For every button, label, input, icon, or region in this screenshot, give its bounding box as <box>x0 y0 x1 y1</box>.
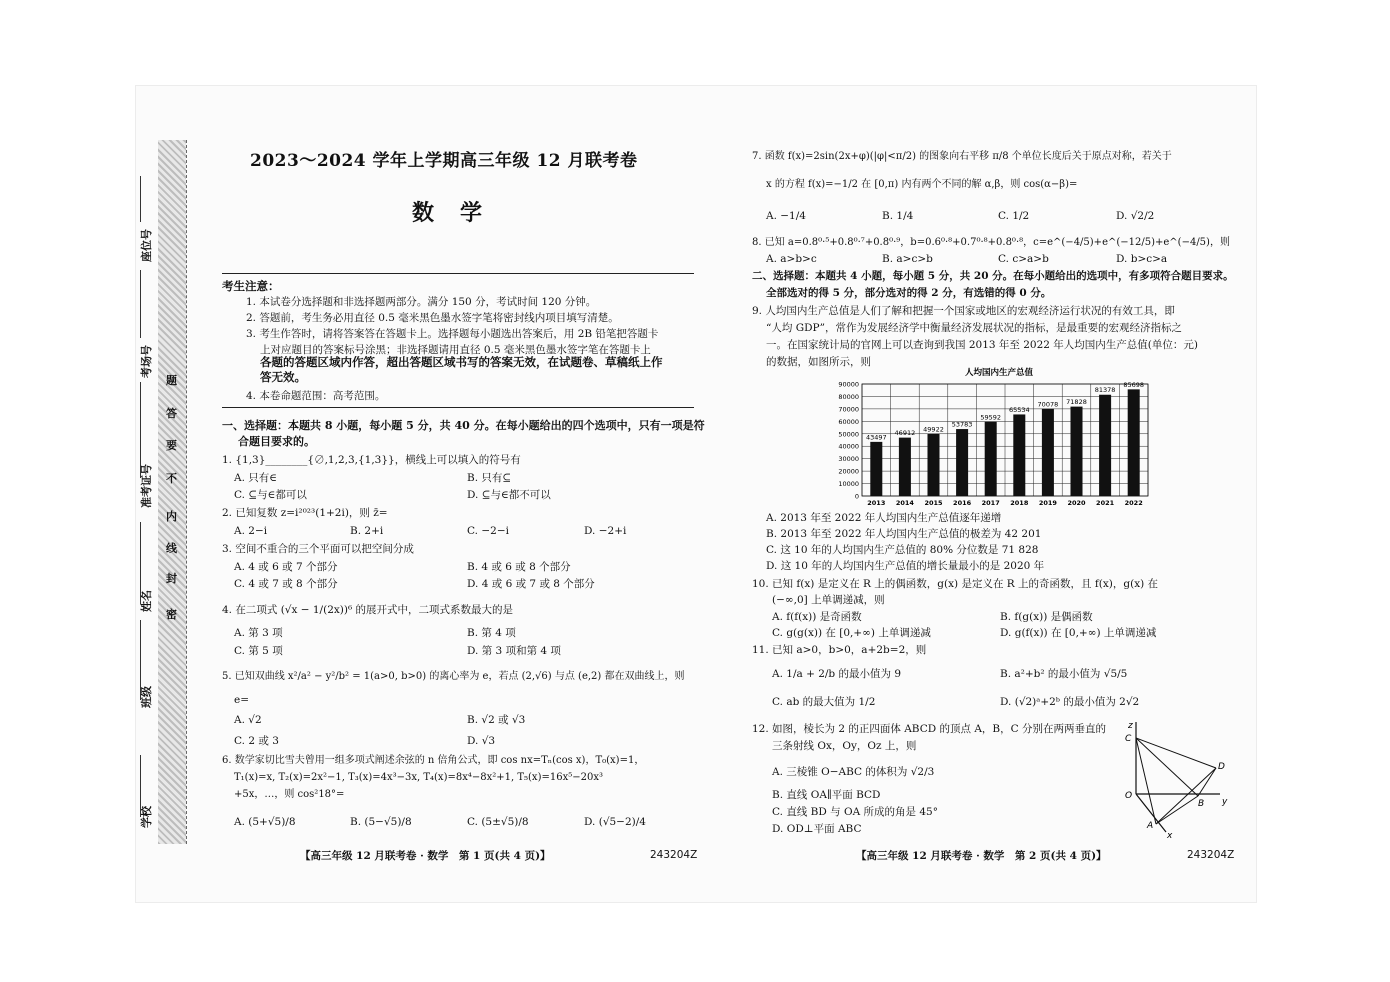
option: B. 4 或 6 或 8 个部分 <box>467 561 571 573</box>
seal-line <box>186 140 187 844</box>
bar <box>956 429 968 496</box>
origin-label-o: O <box>1125 791 1133 801</box>
data-label: 85698 <box>1123 380 1145 389</box>
option: B. 第 4 项 <box>467 627 516 639</box>
option: D. OD⊥平面 ABC <box>772 823 862 835</box>
option: C. −2−i <box>467 525 509 537</box>
option: D. √2/2 <box>1116 210 1155 222</box>
option: A. 第 3 项 <box>234 627 283 639</box>
data-label: 70078 <box>1037 400 1059 409</box>
seal-char: 密 <box>166 608 177 621</box>
binding-strip <box>158 140 186 844</box>
data-label: 43497 <box>865 433 887 442</box>
option: C. 这 10 年的人均国内生产总值的 80% 分位数是 71 828 <box>766 544 1039 556</box>
data-label: 71828 <box>1066 398 1087 407</box>
data-label: 53783 <box>951 420 973 429</box>
option: C. ab 的最大值为 1/2 <box>772 696 876 708</box>
question-9-cont: “人均 GDP”，常作为发展经济学中衡量经济发展状况的指标，是最重要的宏观经济指标之 <box>766 322 1182 334</box>
tetrahedron-figure <box>1112 716 1232 840</box>
option: A. 只有∈ <box>234 472 278 484</box>
seat-blank <box>140 176 141 222</box>
seal-char: 内 <box>166 510 177 523</box>
vertex-label-c: C <box>1125 734 1132 744</box>
notice-top-rule <box>222 273 694 274</box>
option: A. (5+√5)/8 <box>234 816 296 828</box>
option: B. a²+b² 的最小值为 √5/5 <box>1000 668 1128 680</box>
option: D. −2+i <box>584 525 627 537</box>
question-6-cont: T₁(x)=x, T₂(x)=2x²−1, T₃(x)=4x³−3x, T₄(x)=8x⁴−8x²+1, T₅(x)=16x⁵−20x³ <box>234 772 603 783</box>
option: A. 三棱锥 O−ABC 的体积为 √2/3 <box>772 766 935 778</box>
data-label: 46912 <box>894 429 916 438</box>
seal-char: 线 <box>166 542 177 555</box>
option: C. g(g(x)) 在 [0,+∞) 上单调递减 <box>772 627 931 639</box>
question-11: 11. 已知 a>0，b>0，a+2b=2，则 <box>752 644 927 656</box>
option: D. 第 3 项和第 4 项 <box>467 645 561 657</box>
bar <box>1099 395 1111 496</box>
y-tick-label: 10000 <box>838 480 859 489</box>
binding-label-seat: 座位号 <box>140 229 153 262</box>
axis-label-y: y <box>1222 797 1228 807</box>
exam-title: 2023～2024 学年上学期高三年级 12 月联考卷 <box>250 151 638 171</box>
question-3: 3. 空间不重合的三个平面可以把空间分成 <box>222 543 414 555</box>
question-1: 1. {1,3}________{∅,1,2,3,{1,3}}，横线上可以填入的符号有 <box>222 454 521 466</box>
axis-label-x: x <box>1167 831 1173 840</box>
option: A. −1/4 <box>766 210 806 222</box>
gdp-bar-chart <box>820 364 1160 512</box>
y-tick-label: 80000 <box>838 392 859 401</box>
option: C. 4 或 7 或 8 个部分 <box>234 578 338 590</box>
question-5-cont: e= <box>234 694 250 706</box>
bar <box>1070 407 1082 496</box>
data-label: 49922 <box>923 425 944 434</box>
option: C. ⊆与∈都可以 <box>234 489 307 501</box>
x-tick-label: 2014 <box>895 499 914 507</box>
data-label: 81378 <box>1094 386 1116 395</box>
notice-line-bold: 答无效。 <box>260 370 306 384</box>
vertex-label-b: B <box>1198 799 1205 809</box>
y-tick-label: 20000 <box>838 467 859 476</box>
binding-label-ticket: 准考证号 <box>140 464 153 508</box>
x-tick-label: 2019 <box>1038 499 1057 507</box>
question-9-cont: 的数据，如图所示，则 <box>766 356 871 368</box>
footer-page-2: 【高三年级 12 月联考卷 · 数学 第 2 页(共 4 页)】 <box>856 850 1107 862</box>
option: B. 只有⊆ <box>467 472 512 484</box>
seal-char: 不 <box>166 472 177 485</box>
question-5: 5. 已知双曲线 x²/a² − y²/b² = 1(a>0, b>0) 的离心率为 e，若点 (2,√6) 与点 (e,2) 都在双曲线上，则 <box>222 671 685 682</box>
binding-label-name: 姓名 <box>140 590 153 612</box>
option: D. (√2)ᵃ+2ᵇ 的最小值为 2√2 <box>1000 696 1140 708</box>
x-tick-label: 2020 <box>1067 499 1086 507</box>
question-10-cont: (−∞,0] 上单调递减，则 <box>772 594 885 606</box>
option: D. √3 <box>467 735 496 747</box>
question-6-cont: +5x，…，则 cos²18°= <box>234 789 345 800</box>
section1-heading-cont: 合题目要求的。 <box>238 435 315 448</box>
x-tick-label: 2016 <box>953 499 972 507</box>
option: A. 2013 年至 2022 年人均国内生产总值逐年递增 <box>766 512 1002 524</box>
vertex-label-d: D <box>1218 762 1225 772</box>
option: B. 直线 OA∥平面 BCD <box>772 789 881 801</box>
option: C. (5±√5)/8 <box>467 816 529 828</box>
option: D. g(f(x)) 在 [0,+∞) 上单调递减 <box>1000 627 1157 639</box>
option: A. 1/a + 2/b 的最小值为 9 <box>772 668 902 680</box>
school-blank <box>140 755 141 817</box>
bar <box>1013 414 1025 496</box>
bar <box>1128 389 1140 496</box>
option: B. 1/4 <box>882 210 914 222</box>
notice-line: 4. 本卷命题范围：高考范围。 <box>246 390 386 402</box>
question-10: 10. 已知 f(x) 是定义在 R 上的偶函数，g(x) 是定义在 R 上的奇函数，且 f(x)，g(x) 在 <box>752 578 1159 590</box>
option: D. b>c>a <box>1116 253 1168 265</box>
option: A. √2 <box>234 714 262 726</box>
section2-heading-cont: 全部选对的得 5 分，部分选对的得 2 分，有选错的得 0 分。 <box>766 287 1052 299</box>
x-tick-label: 2018 <box>1010 499 1029 507</box>
axis-label-z: z <box>1128 721 1133 731</box>
bar <box>985 422 997 496</box>
option: C. 1/2 <box>998 210 1030 222</box>
y-tick-label: 70000 <box>838 405 859 414</box>
bar <box>870 442 882 496</box>
bar <box>899 438 911 496</box>
seal-char: 封 <box>166 572 177 585</box>
option: B. 2+i <box>350 525 384 537</box>
notice-line: 2. 答题前，考生务必用直径 0.5 毫米黑色墨水签字笔将密封线内项目填写清楚。 <box>246 312 619 324</box>
class-blank <box>140 620 141 700</box>
seal-char: 答 <box>166 407 177 420</box>
question-7: 7. 函数 f(x)=2sin(2x+φ)(|φ|<π/2) 的图象向右平移 π/8 个单位长度后关于原点对称，若关于 <box>752 151 1172 162</box>
binding-label-room: 考场号 <box>140 345 153 378</box>
option: B. (5−√5)/8 <box>350 816 412 828</box>
option: B. √2 或 √3 <box>467 714 526 726</box>
x-tick-label: 2022 <box>1124 499 1143 507</box>
notice-line: 上对应题目的答案标号涂黑；非选择题请用直径 0.5 毫米黑色墨水签字笔在答题卡上 <box>260 344 651 356</box>
section2-heading: 二、选择题：本题共 4 小题，每小题 5 分，共 20 分。在每小题给出的选项中，有多项符合题目要求。 <box>752 270 1234 282</box>
option: A. a>b>c <box>766 253 817 265</box>
y-tick-label: 60000 <box>838 417 859 426</box>
notice-line-bold: 各题的答题区域内作答，超出答题区域书写的答案无效，在试题卷、草稿纸上作 <box>260 355 663 369</box>
question-4: 4. 在二项式 (√x − 1/(2x))⁶ 的展开式中，二项式系数最大的是 <box>222 604 514 616</box>
x-tick-label: 2017 <box>981 499 1000 507</box>
y-tick-label: 40000 <box>838 442 859 451</box>
question-6: 6. 数学家切比雪夫曾用一组多项式阐述余弦的 n 倍角公式，即 cos nx=Tₙ(cos x)，T₀(x)=1， <box>222 755 645 766</box>
option: C. 第 5 项 <box>234 645 283 657</box>
option: D. (√5−2)/4 <box>584 816 646 828</box>
notice-bottom-rule <box>222 407 694 408</box>
vertex-label-a: A <box>1147 821 1154 831</box>
binding-label-class: 班级 <box>140 686 153 708</box>
option: B. 2013 年至 2022 年人均国内生产总值的极差为 42 201 <box>766 528 1042 540</box>
option: C. 2 或 3 <box>234 735 279 747</box>
paper-code: 243204Z <box>650 849 698 861</box>
bar <box>1042 409 1054 496</box>
x-tick-label: 2013 <box>867 499 886 507</box>
subject-title: 数学 <box>412 200 509 226</box>
data-label: 65534 <box>1008 405 1030 414</box>
y-tick-label: 0 <box>854 492 859 501</box>
seal-char: 题 <box>166 374 177 387</box>
footer-page-1: 【高三年级 12 月联考卷 · 数学 第 1 页(共 4 页)】 <box>300 850 551 862</box>
question-12: 12. 如图，棱长为 2 的正四面体 ABCD 的顶点 A，B，C 分别在两两垂直的 <box>752 723 1107 735</box>
option: C. 直线 BD 与 OA 所成的角是 45° <box>772 806 938 818</box>
option: A. 4 或 6 或 7 个部分 <box>234 561 338 573</box>
question-7-cont: x 的方程 f(x)=−1/2 在 [0,π) 内有两个不同的解 α,β，则 cos(α−β)= <box>766 179 1078 190</box>
question-8: 8. 已知 a=0.8⁰·⁵+0.8⁰·⁷+0.8⁰·⁹，b=0.6⁰·⁸+0.7⁰·⁸+0.8⁰·⁸，c=e^(−4/5)+e^(−12/5)+e^(−4/5)，则 <box>752 237 1230 248</box>
question-12-cont: 三条射线 Ox，Oy，Oz 上，则 <box>772 740 917 752</box>
paper-code: 243204Z <box>1187 849 1235 861</box>
notice-line: 3. 考生作答时，请将答案答在答题卡上。选择题每小题选出答案后，用 2B 铅笔把答题卡 <box>246 328 659 340</box>
notice-heading: 考生注意： <box>222 279 280 293</box>
question-2: 2. 已知复数 z=i²⁰²³(1+2i)，则 z̄= <box>222 507 388 519</box>
option: D. 4 或 6 或 7 或 8 个部分 <box>467 578 595 590</box>
room-blank <box>140 270 141 338</box>
question-9: 9. 人均国内生产总值是人们了解和把握一个国家或地区的宏观经济运行状况的有效工具，即 <box>752 305 1175 317</box>
name-blank <box>140 522 141 604</box>
notice-line: 1. 本试卷分选择题和非选择题两部分。满分 150 分，考试时间 120 分钟。 <box>246 296 597 308</box>
bar <box>927 434 939 496</box>
x-tick-label: 2015 <box>924 499 943 507</box>
section1-heading: 一、选择题：本题共 8 小题，每小题 5 分，共 40 分。在每小题给出的四个选项中，只有一项是符 <box>222 419 705 432</box>
binding-label-school: 学校 <box>140 806 153 828</box>
x-tick-label: 2021 <box>1096 499 1115 507</box>
y-tick-label: 50000 <box>838 430 859 439</box>
ticket-blank <box>140 382 141 478</box>
chart-title: 人均国内生产总值 <box>965 368 1034 378</box>
seal-char: 要 <box>166 439 177 452</box>
y-tick-label: 90000 <box>838 380 859 389</box>
option: A. f(f(x)) 是奇函数 <box>772 611 862 623</box>
option: C. c>a>b <box>998 253 1049 265</box>
data-label: 59592 <box>980 413 1002 422</box>
option: D. ⊆与∈都不可以 <box>467 489 551 501</box>
y-tick-label: 30000 <box>838 455 859 464</box>
option: B. f(g(x)) 是偶函数 <box>1000 611 1093 623</box>
option: A. 2−i <box>234 525 268 537</box>
option: B. a>c>b <box>882 253 933 265</box>
option: D. 这 10 年的人均国内生产总值的增长量最小的是 2020 年 <box>766 560 1045 572</box>
question-9-cont: 一。在国家统计局的官网上可以查询到我国 2013 年至 2022 年人均国内生产总值(单位：元) <box>766 339 1198 351</box>
